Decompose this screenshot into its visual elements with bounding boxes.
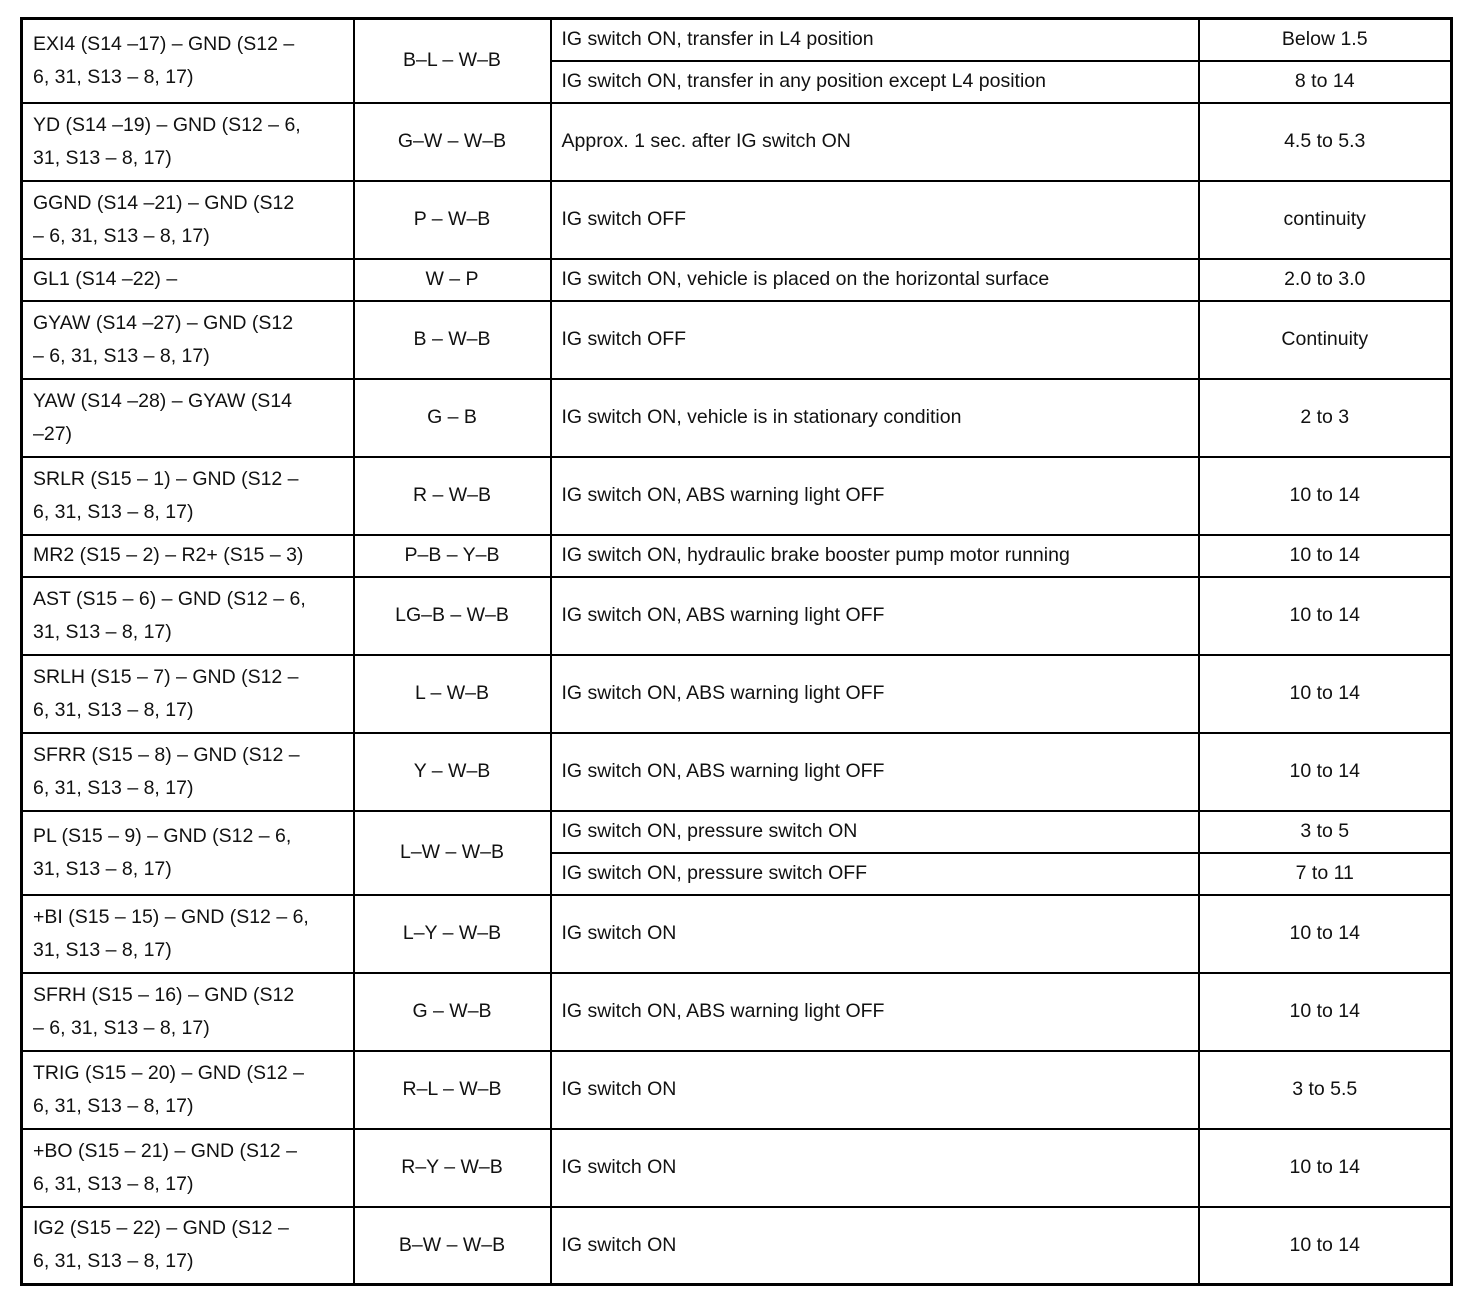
table-row — [22, 1207, 1452, 1285]
specified-value-cell: 7 to 11 — [1199, 853, 1452, 895]
condition-cell: IG switch OFF — [551, 301, 1199, 379]
table-row — [22, 535, 1452, 577]
condition-cell: IG switch ON — [551, 1207, 1199, 1285]
table-row — [22, 1129, 1452, 1207]
table-row — [22, 19, 1452, 61]
specified-value-cell: continuity — [1199, 181, 1452, 259]
specified-value-cell: 3 to 5.5 — [1199, 1051, 1452, 1129]
terminal-cell: GYAW (S14 –27) – GND (S12 – 6, 31, S13 – 8, 17) — [22, 301, 354, 379]
specified-value-cell: 4.5 to 5.3 — [1199, 103, 1452, 181]
terminal-cell: IG2 (S15 – 22) – GND (S12 – 6, 31, S13 – 8, 17) — [22, 1207, 354, 1285]
condition-cell: IG switch ON, vehicle is in stationary condition — [551, 379, 1199, 457]
specified-value-cell: 3 to 5 — [1199, 811, 1452, 853]
wiring-color-cell: L–W – W–B — [354, 811, 551, 895]
specified-value-cell: 10 to 14 — [1199, 655, 1452, 733]
table-row — [22, 577, 1452, 655]
terminal-cell: GGND (S14 –21) – GND (S12 – 6, 31, S13 – 8, 17) — [22, 181, 354, 259]
specified-value-cell: Continuity — [1199, 301, 1452, 379]
wiring-color-cell: Y – W–B — [354, 733, 551, 811]
table-row — [22, 103, 1452, 181]
table-row — [22, 259, 1452, 301]
terminal-cell: YD (S14 –19) – GND (S12 – 6, 31, S13 – 8, 17) — [22, 103, 354, 181]
wiring-color-cell: G – B — [354, 379, 551, 457]
condition-cell: IG switch ON — [551, 1129, 1199, 1207]
condition-cell: IG switch ON — [551, 1051, 1199, 1129]
wiring-color-cell: L – W–B — [354, 655, 551, 733]
specified-value-cell: Below 1.5 — [1199, 19, 1452, 61]
condition-cell: IG switch ON, ABS warning light OFF — [551, 655, 1199, 733]
specified-value-cell: 10 to 14 — [1199, 1129, 1452, 1207]
specified-value-cell: 10 to 14 — [1199, 535, 1452, 577]
terminal-cell: SFRH (S15 – 16) – GND (S12 – 6, 31, S13 – 8, 17) — [22, 973, 354, 1051]
condition-cell: IG switch ON, ABS warning light OFF — [551, 457, 1199, 535]
terminal-cell: +BO (S15 – 21) – GND (S12 – 6, 31, S13 – 8, 17) — [22, 1129, 354, 1207]
wiring-color-cell: P–B – Y–B — [354, 535, 551, 577]
terminal-cell: +BI (S15 – 15) – GND (S12 – 6, 31, S13 – 8, 17) — [22, 895, 354, 973]
condition-cell: IG switch ON — [551, 895, 1199, 973]
table-row — [22, 457, 1452, 535]
specified-value-cell: 10 to 14 — [1199, 973, 1452, 1051]
condition-cell: IG switch ON, transfer in any position except L4 position — [551, 61, 1199, 103]
wiring-color-cell: P – W–B — [354, 181, 551, 259]
table-row — [22, 1051, 1452, 1129]
specified-value-cell: 10 to 14 — [1199, 733, 1452, 811]
wiring-color-cell: R – W–B — [354, 457, 551, 535]
wiring-color-cell: B – W–B — [354, 301, 551, 379]
condition-cell: IG switch ON, hydraulic brake booster pump motor running — [551, 535, 1199, 577]
terminal-cell: SFRR (S15 – 8) – GND (S12 – 6, 31, S13 – 8, 17) — [22, 733, 354, 811]
condition-cell: IG switch ON, transfer in L4 position — [551, 19, 1199, 61]
terminal-cell: YAW (S14 –28) – GYAW (S14 –27) — [22, 379, 354, 457]
condition-cell: IG switch ON, ABS warning light OFF — [551, 973, 1199, 1051]
table-body — [22, 19, 1452, 1285]
table-row — [22, 733, 1452, 811]
condition-cell: IG switch ON, vehicle is placed on the horizontal surface — [551, 259, 1199, 301]
terminal-cell: SRLR (S15 – 1) – GND (S12 – 6, 31, S13 – 8, 17) — [22, 457, 354, 535]
condition-cell: IG switch ON, pressure switch ON — [551, 811, 1199, 853]
condition-cell: IG switch ON, ABS warning light OFF — [551, 733, 1199, 811]
table-row — [22, 655, 1452, 733]
table-row — [22, 181, 1452, 259]
wiring-color-cell: R–L – W–B — [354, 1051, 551, 1129]
wiring-color-cell: B–L – W–B — [354, 19, 551, 103]
condition-cell: IG switch OFF — [551, 181, 1199, 259]
specified-value-cell: 10 to 14 — [1199, 457, 1452, 535]
specified-value-cell: 2 to 3 — [1199, 379, 1452, 457]
terminal-voltage-table — [20, 17, 1453, 1286]
terminal-cell: MR2 (S15 – 2) – R2+ (S15 – 3) — [22, 535, 354, 577]
terminal-cell: AST (S15 – 6) – GND (S12 – 6, 31, S13 – 8, 17) — [22, 577, 354, 655]
table-row — [22, 811, 1452, 853]
specified-value-cell: 2.0 to 3.0 — [1199, 259, 1452, 301]
table-row — [22, 895, 1452, 973]
table-row — [22, 301, 1452, 379]
table-row — [22, 973, 1452, 1051]
wiring-color-cell: B–W – W–B — [354, 1207, 551, 1285]
wiring-color-cell: G – W–B — [354, 973, 551, 1051]
condition-cell: Approx. 1 sec. after IG switch ON — [551, 103, 1199, 181]
condition-cell: IG switch ON, ABS warning light OFF — [551, 577, 1199, 655]
terminal-cell: EXI4 (S14 –17) – GND (S12 – 6, 31, S13 – 8, 17) — [22, 19, 354, 103]
terminal-cell: GL1 (S14 –22) – — [22, 259, 354, 301]
wiring-color-cell: R–Y – W–B — [354, 1129, 551, 1207]
wiring-color-cell: LG–B – W–B — [354, 577, 551, 655]
terminal-cell: SRLH (S15 – 7) – GND (S12 – 6, 31, S13 – 8, 17) — [22, 655, 354, 733]
terminal-cell: PL (S15 – 9) – GND (S12 – 6, 31, S13 – 8, 17) — [22, 811, 354, 895]
terminal-cell: TRIG (S15 – 20) – GND (S12 – 6, 31, S13 – 8, 17) — [22, 1051, 354, 1129]
specified-value-cell: 10 to 14 — [1199, 895, 1452, 973]
specified-value-cell: 10 to 14 — [1199, 577, 1452, 655]
wiring-color-cell: W – P — [354, 259, 551, 301]
condition-cell: IG switch ON, pressure switch OFF — [551, 853, 1199, 895]
wiring-color-cell: G–W – W–B — [354, 103, 551, 181]
wiring-color-cell: L–Y – W–B — [354, 895, 551, 973]
specified-value-cell: 10 to 14 — [1199, 1207, 1452, 1285]
table-row — [22, 379, 1452, 457]
specified-value-cell: 8 to 14 — [1199, 61, 1452, 103]
